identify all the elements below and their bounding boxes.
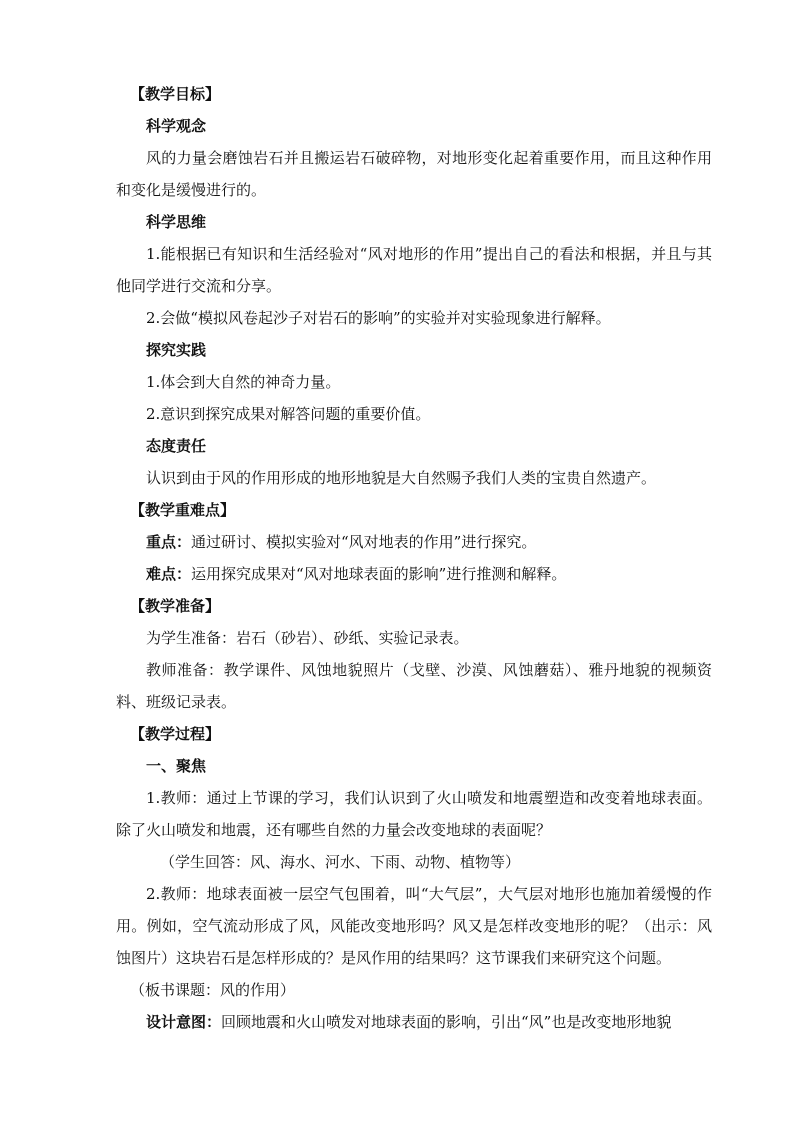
student-answer: （学生回答：风、海水、河水、下雨、动物、植物等） — [160, 853, 521, 871]
document-body — [116, 78, 712, 1038]
key-points-heading: 【教学重难点】 — [130, 501, 236, 519]
design-intent-line — [116, 1006, 712, 1038]
thinking-item-1: 1.能根据已有知识和生活经验对“风对地形的作用”提出自己的看法和根据，并且与其他同学进行交流和分享。 — [116, 245, 712, 295]
difficult-point-label: 难点： — [146, 565, 192, 583]
section-focus-heading: 一、聚焦 — [146, 757, 207, 775]
thinking-heading: 科学思维 — [146, 213, 207, 231]
key-point-label: 重点： — [146, 533, 192, 551]
difficult-point-line — [116, 558, 712, 590]
difficult-point-text: 运用探究成果对“风对地球表面的影响”进行推测和解释。 — [191, 565, 567, 583]
process-heading: 【教学过程】 — [130, 725, 221, 743]
thinking-item-2: 2.会做“模拟风卷起沙子对岩石的影响”的实验并对实验现象进行解释。 — [146, 309, 611, 327]
board-note: （板书课题：风的作用） — [130, 981, 296, 999]
attitude-heading: 态度责任 — [146, 437, 207, 455]
preparation-student: 为学生准备：岩石（砂岩）、砂纸、实验记录表。 — [146, 629, 469, 647]
key-point-text: 通过研讨、模拟实验对“风对地表的作用”进行探究。 — [191, 533, 537, 551]
practice-heading: 探究实践 — [146, 341, 207, 359]
key-point-line — [116, 526, 712, 558]
practice-item-2: 2.意识到探究成果对解答问题的重要价值。 — [146, 405, 431, 423]
process-item-2: 2.教师：地球表面被一层空气包围着，叫“大气层”，大气层对地形也施加着缓慢的作用。例如，空气流动形成了风，风能改变地形吗？风又是怎样改变地形的呢？（出示：风蚀图片）这块岩石是怎样形成的？是风作用的结果吗？这节课我们来研究这个问题。 — [116, 885, 712, 967]
objectives-heading: 【教学目标】 — [130, 85, 221, 103]
design-intent-text: 回顾地震和火山喷发对地球表面的影响，引出“风”也是改变地形地貌 — [221, 1013, 672, 1031]
preparation-heading: 【教学准备】 — [130, 597, 221, 615]
concept-text: 风的力量会磨蚀岩石并且搬运岩石破碎物，对地形变化起着重要作用，而且这种作用和变化是缓慢进行的。 — [116, 149, 712, 199]
practice-item-1: 1.体会到大自然的神奇力量。 — [146, 373, 341, 391]
concept-heading: 科学观念 — [146, 117, 207, 135]
process-item-1: 1.教师：通过上节课的学习，我们认识到了火山喷发和地震塑造和改变着地球表面。除了火山喷发和地震，还有哪些自然的力量会改变地球的表面呢？ — [116, 789, 712, 839]
attitude-text: 认识到由于风的作用形成的地形地貌是大自然赐予我们人类的宝贵自然遗产。 — [146, 469, 657, 487]
preparation-teacher: 教师准备：教学课件、风蚀地貌照片（戈壁、沙漠、风蚀蘑菇）、雅丹地貌的视频资料、班级记录表。 — [116, 661, 712, 711]
design-intent-label: 设计意图： — [146, 1013, 222, 1031]
